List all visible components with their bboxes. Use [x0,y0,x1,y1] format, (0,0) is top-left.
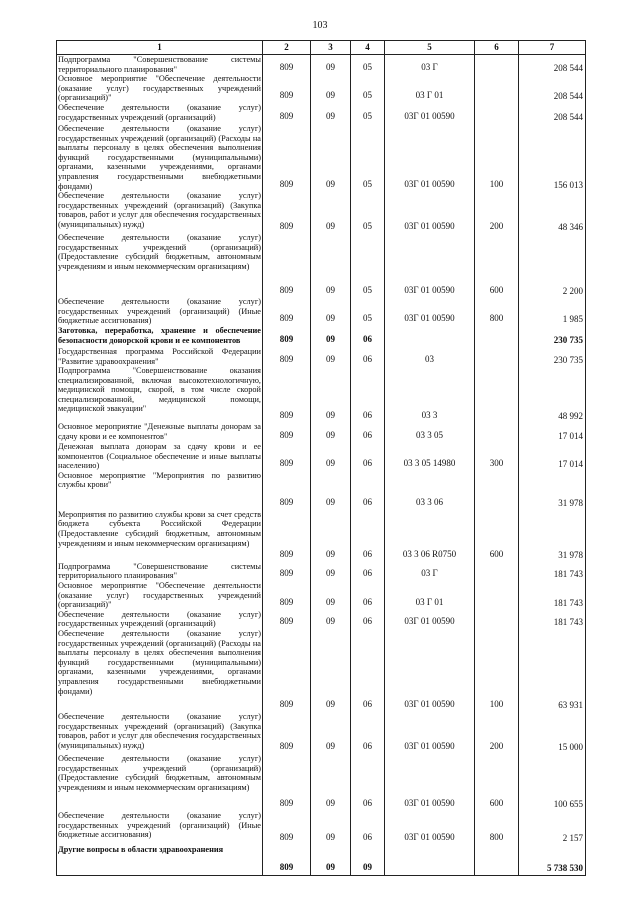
table-row [57,347,586,366]
row-name: Обеспечение деятельности (оказание услуг) государственных учреждений (организаций) [57,103,263,124]
amount: 1 985 [519,297,586,326]
table-row [57,562,586,581]
target-article-code: 03Г 01 00590 [385,191,475,233]
row-name: Государственная программа Российской Федерации "Развитие здравоохранения" [58,346,261,366]
section-code: 09 [311,74,351,103]
expense-type-code [475,347,519,366]
section-code: 09 [311,326,351,347]
section-code: 09 [311,471,351,510]
section-code: 09 [311,297,351,326]
ved-code: 809 [263,712,311,754]
target-article-code: 03 3 06 R0750 [385,510,475,562]
header-cell: 7 [519,41,586,55]
target-article-code: 03Г 01 00590 [385,297,475,326]
table-row [57,471,586,510]
page-number: 103 [312,20,328,31]
amount: 181 743 [519,562,586,581]
row-name: Обеспечение деятельности (оказание услуг) государственных учреждений (организаций) (Предоставление субсидий бюджетным, автономным учреждениям и иным некоммерческим организациям) [57,754,263,811]
ved-code: 809 [263,326,311,347]
section-code: 09 [311,845,351,875]
expense-type-code: 600 [475,754,519,811]
row-name: Основное мероприятие "Денежные выплаты донорам за сдачу крови и ее компонентов" [58,422,261,441]
subsection-code: 06 [351,754,385,811]
table-row [57,297,586,326]
amount: 5 738 530 [519,845,586,875]
budget-table [56,40,586,876]
header-cell: 5 [385,41,475,55]
table-row [57,610,586,629]
row-name: Обеспечение деятельности (оказание услуг) государственных учреждений (организаций) (Закупка товаров, работ и услуг для обеспечения государственных (муниципальных) нужд) [57,191,263,233]
section-code: 09 [311,442,351,471]
subsection-code: 06 [351,562,385,581]
amount: 181 743 [519,581,586,610]
subsection-code: 06 [351,442,385,471]
expense-type-code [475,103,519,124]
target-article-code: 03 3 [385,366,475,422]
ved-code: 809 [263,442,311,471]
table-row [57,366,586,422]
target-article-code: 03 3 06 [385,471,475,510]
section-code: 09 [311,754,351,811]
expense-type-code: 300 [475,442,519,471]
expense-type-code [475,74,519,103]
ved-code: 809 [263,510,311,562]
table-row [57,442,586,471]
table-row [57,712,586,754]
section-code: 09 [311,811,351,845]
target-article-code: 03 Г 01 [385,74,475,103]
subsection-code: 06 [351,712,385,754]
expense-type-code [475,845,519,875]
ved-code: 809 [263,845,311,875]
table-row [57,629,586,712]
amount: 17 014 [519,422,586,442]
subsection-code: 06 [351,422,385,442]
target-article-code: 03Г 01 00590 [385,103,475,124]
row-name: Обеспечение деятельности (оказание услуг) государственных учреждений (организаций) [58,609,261,629]
section-code: 09 [311,233,351,297]
subsection-code: 05 [351,74,385,103]
subsection-code: 09 [351,845,385,875]
ved-code: 809 [263,103,311,124]
row-name: Обеспечение деятельности (оказание услуг) государственных учреждений (организаций) (Иные бюджетные ассигнования) [57,811,263,845]
ved-code: 809 [263,297,311,326]
expense-type-code: 100 [475,124,519,191]
row-name: Обеспечение деятельности (оказание услуг) государственных учреждений (организаций) (Иные бюджетные ассигнования) [58,297,261,326]
row-name: Подпрограмма "Совершенствование системы территориального планирования" [58,55,261,74]
amount: 63 931 [519,629,586,712]
amount: 48 346 [519,191,586,233]
ved-code: 809 [263,562,311,581]
section-code: 09 [311,55,351,75]
ved-code: 809 [263,754,311,811]
target-article-code: 03Г 01 00590 [385,811,475,845]
subsection-code: 06 [351,347,385,366]
target-article-code: 03Г 01 00590 [385,233,475,297]
expense-type-code [475,55,519,75]
ved-code: 809 [263,610,311,629]
amount: 48 992 [519,366,586,422]
expense-type-code: 600 [475,510,519,562]
table-row [57,845,586,875]
expense-type-code [475,581,519,610]
table-row [57,74,586,103]
amount: 208 544 [519,74,586,103]
row-name: Обеспечение деятельности (оказание услуг) государственных учреждений (организаций) (Расходы на выплаты персоналу в целях обеспечения выполнения функций государственными (муниципальными) органами, казенными учреждениями, органами управления государственными внебюджетными фондами) [58,123,261,191]
target-article-code: 03 Г [385,55,475,75]
amount: 17 014 [519,442,586,471]
amount: 31 978 [519,471,586,510]
target-article-code: 03Г 01 00590 [385,712,475,754]
expense-type-code [475,610,519,629]
table-row [57,754,586,811]
section-code: 09 [311,366,351,422]
target-article-code: 03Г 01 00590 [385,754,475,811]
header-cell: 1 [57,41,263,55]
table-row [57,233,586,297]
subsection-code: 06 [351,581,385,610]
subsection-code: 05 [351,103,385,124]
section-code: 09 [311,629,351,712]
table-row [57,581,586,610]
table-row [57,326,586,347]
expense-type-code: 100 [475,629,519,712]
table-header-row [57,41,586,55]
ved-code: 809 [263,55,311,75]
subsection-code: 06 [351,811,385,845]
section-code: 09 [311,610,351,629]
target-article-code: 03 3 05 [385,422,475,442]
section-code: 09 [311,103,351,124]
amount: 100 655 [519,754,586,811]
ved-code: 809 [263,581,311,610]
expense-type-code [475,562,519,581]
expense-type-code: 200 [475,191,519,233]
section-code: 09 [311,510,351,562]
ved-code: 809 [263,233,311,297]
target-article-code: 03 [385,347,475,366]
ved-code: 809 [263,74,311,103]
amount: 208 544 [519,55,586,75]
row-name: Подпрограмма "Совершенствование системы территориального планирования" [58,561,261,581]
section-code: 09 [311,124,351,191]
target-article-code: 03Г 01 00590 [385,124,475,191]
expense-type-code: 200 [475,712,519,754]
section-code: 09 [311,712,351,754]
amount: 208 544 [519,103,586,124]
amount: 230 735 [519,326,586,347]
amount: 31 978 [519,510,586,562]
ved-code: 809 [263,191,311,233]
expense-type-code [475,366,519,422]
expense-type-code: 800 [475,297,519,326]
table-row [57,191,586,233]
row-name: Заготовка, переработка, хранение и обеспечение безопасности донорской крови и ее компонентов [57,326,263,347]
table-row [57,510,586,562]
amount: 156 013 [519,124,586,191]
target-article-code [385,326,475,347]
row-name: Подпрограмма "Совершенствование оказания специализированной, включая высокотехнологичную, медицинской помощи, скорой, в том числе скорой специализированной, медицинской помощи, медицинской эвакуации" [57,366,263,422]
target-article-code: 03 Г 01 [385,581,475,610]
target-article-code: 03 3 05 14980 [385,442,475,471]
ved-code: 809 [263,124,311,191]
subsection-code: 06 [351,471,385,510]
expense-type-code: 800 [475,811,519,845]
amount: 15 000 [519,712,586,754]
ved-code: 809 [263,471,311,510]
section-code: 09 [311,191,351,233]
subsection-code: 06 [351,510,385,562]
header-cell: 6 [475,41,519,55]
row-name: Денежная выплата донорам за сдачу крови и ее компонентов (Социальное обеспечение и иные выплаты населению) [58,442,261,471]
subsection-code: 05 [351,55,385,75]
table-row [57,124,586,191]
subsection-code: 06 [351,326,385,347]
table-row [57,55,586,75]
expense-type-code [475,471,519,510]
row-name: Обеспечение деятельности (оказание услуг) государственных учреждений (организаций) (Предоставление субсидий бюджетным, автономным учреждениям и иным некоммерческим организациям) [57,233,263,297]
expense-type-code [475,422,519,442]
subsection-code: 05 [351,233,385,297]
section-code: 09 [311,581,351,610]
row-name: Мероприятия по развитию службы крови за счет средств бюджета субъекта Российской Федерации (Предоставление субсидий бюджетным, автономным учреждениям и иным некоммерческим организациям) [57,510,263,562]
subsection-code: 06 [351,366,385,422]
subsection-code: 05 [351,191,385,233]
target-article-code: 03Г 01 00590 [385,610,475,629]
row-name: Обеспечение деятельности (оказание услуг) государственных учреждений (организаций) (Закупка товаров, работ и услуг для обеспечения государственных (муниципальных) нужд) [57,712,263,754]
table-row [57,811,586,845]
subsection-code: 06 [351,610,385,629]
amount: 2 200 [519,233,586,297]
subsection-code: 05 [351,124,385,191]
header-cell: 2 [263,41,311,55]
amount: 181 743 [519,610,586,629]
subsection-code: 06 [351,629,385,712]
section-code: 09 [311,422,351,442]
expense-type-code [475,326,519,347]
header-cell: 4 [351,41,385,55]
amount: 230 735 [519,347,586,366]
section-code: 09 [311,562,351,581]
header-cell: 3 [311,41,351,55]
table-row [57,422,586,442]
row-name: Основное мероприятие "Мероприятия по развитию службы крови" [57,471,263,510]
subsection-code: 05 [351,297,385,326]
ved-code: 809 [263,366,311,422]
section-code: 09 [311,347,351,366]
row-name: Другие вопросы в области здравоохранения [57,845,263,875]
table-row [57,103,586,124]
row-name: Обеспечение деятельности (оказание услуг) государственных учреждений (организаций) (Расходы на выплаты персоналу в целях обеспечения выполнения функций государственными (муниципальными) органами, казенными учреждениями, органами управления государственными внебюджетными фондами) [57,629,263,712]
target-article-code: 03Г 01 00590 [385,629,475,712]
target-article-code: 03 Г [385,562,475,581]
ved-code: 809 [263,811,311,845]
row-name: Основное мероприятие "Обеспечение деятельности (оказание услуг) государственных учреждений (организаций)" [58,581,261,610]
row-name: Основное мероприятие "Обеспечение деятельности (оказание услуг) государственных учреждений (организаций)" [58,74,261,103]
ved-code: 809 [263,629,311,712]
ved-code: 809 [263,347,311,366]
expense-type-code: 600 [475,233,519,297]
amount: 2 157 [519,811,586,845]
target-article-code [385,845,475,875]
ved-code: 809 [263,422,311,442]
